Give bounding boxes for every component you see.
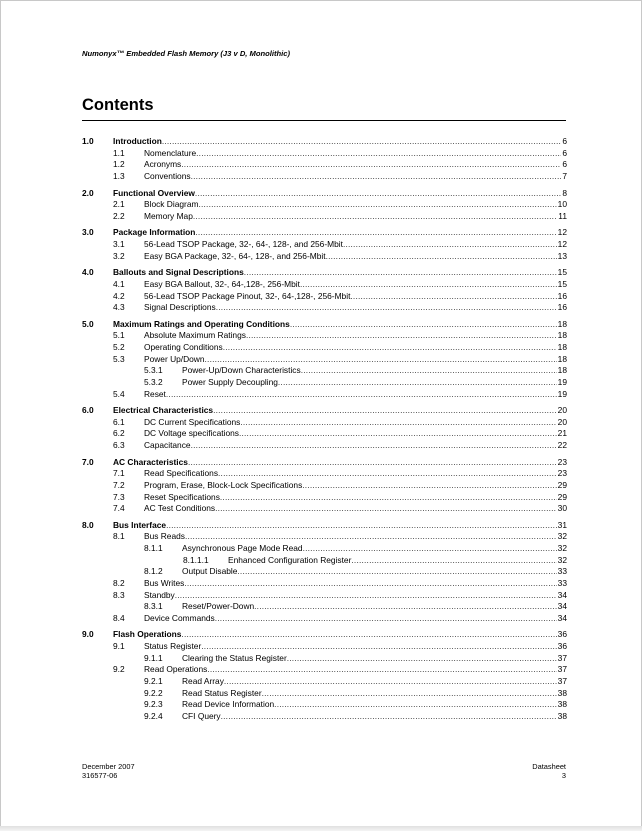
toc-section-title: Ballouts and Signal Descriptions bbox=[113, 267, 244, 278]
toc-dot-leader bbox=[166, 520, 557, 532]
toc-title-line bbox=[182, 377, 567, 389]
toc-section-title: Asynchronous Page Mode Read bbox=[182, 543, 303, 553]
toc-section-number: 7.3 bbox=[113, 491, 125, 502]
toc-section-title: Capacitance bbox=[144, 440, 191, 450]
toc-title-line bbox=[144, 330, 567, 342]
footer-doc-number: 316577-06 bbox=[82, 771, 118, 780]
footer-left bbox=[82, 762, 135, 780]
toc-entry[interactable] bbox=[82, 520, 567, 532]
toc-section-number: 9.2.2 bbox=[144, 687, 163, 698]
toc-title-line bbox=[113, 267, 567, 279]
toc-dot-leader bbox=[175, 590, 557, 602]
toc-section-number: 9.2.1 bbox=[144, 675, 163, 686]
toc-entry[interactable] bbox=[82, 279, 567, 291]
toc-title-line bbox=[113, 629, 567, 641]
toc-title-line bbox=[144, 354, 567, 366]
toc-title-line bbox=[144, 664, 567, 676]
toc-page-number: 36 bbox=[557, 641, 567, 651]
toc-page-number: 34 bbox=[557, 589, 567, 600]
toc-section-title: CFI Query bbox=[182, 710, 221, 721]
toc-entry[interactable] bbox=[82, 211, 567, 223]
footer-doc-type: Datasheet bbox=[532, 762, 566, 771]
toc-entry[interactable] bbox=[82, 480, 567, 492]
toc-title-line bbox=[144, 590, 567, 602]
toc-dot-leader bbox=[278, 377, 557, 389]
toc-title-line bbox=[144, 428, 567, 440]
toc-dot-leader bbox=[274, 699, 557, 711]
toc-section-title: Standby bbox=[144, 589, 175, 600]
toc-page-number: 20 bbox=[557, 416, 567, 427]
toc-dot-leader bbox=[246, 330, 557, 342]
toc-entry[interactable] bbox=[82, 227, 567, 239]
toc-section-number: 4.3 bbox=[113, 302, 125, 313]
toc-section-number: 7.2 bbox=[113, 479, 125, 490]
toc-page-number: 7 bbox=[562, 170, 567, 181]
toc-section-number: 8.2 bbox=[113, 577, 125, 588]
toc-section-title: Operating Conditions bbox=[144, 342, 223, 352]
toc-page-number: 12 bbox=[557, 227, 567, 238]
toc-section-number: 4.2 bbox=[113, 290, 125, 301]
toc-section-number: 3.2 bbox=[113, 250, 125, 261]
toc-section-title: Bus Reads bbox=[144, 531, 185, 542]
toc-section-number: 1.1 bbox=[113, 147, 125, 158]
toc-dot-leader bbox=[303, 543, 557, 555]
toc-dot-leader bbox=[196, 148, 561, 160]
toc-dot-leader bbox=[300, 279, 557, 291]
toc-entry[interactable] bbox=[82, 613, 567, 625]
toc-dot-leader bbox=[215, 613, 557, 625]
table-of-contents bbox=[82, 136, 567, 722]
toc-page-number: 15 bbox=[557, 267, 567, 278]
toc-dot-leader bbox=[201, 641, 556, 653]
toc-dot-leader bbox=[254, 601, 557, 613]
toc-page-number: 10 bbox=[557, 199, 567, 210]
toc-section-title: Read Array bbox=[182, 675, 224, 686]
toc-dot-leader bbox=[205, 354, 557, 366]
toc-title-line bbox=[144, 159, 567, 171]
footer-date: December 2007 bbox=[82, 762, 135, 771]
toc-section-title: Read Operations bbox=[144, 664, 208, 675]
toc-dot-leader bbox=[198, 199, 556, 211]
toc-title-line bbox=[144, 531, 567, 543]
toc-section-number: 5.2 bbox=[113, 342, 125, 352]
toc-section-title: Output Disable bbox=[182, 566, 238, 577]
toc-section-number: 1.2 bbox=[113, 159, 125, 170]
toc-section-number: 8.3.1 bbox=[144, 601, 163, 612]
toc-page-number: 8 bbox=[562, 187, 567, 198]
toc-entry[interactable] bbox=[82, 136, 567, 148]
toc-page-number: 23 bbox=[557, 468, 567, 479]
toc-page-number: 33 bbox=[557, 577, 567, 588]
toc-section-title: Block Diagram bbox=[144, 199, 199, 210]
toc-section-number: 4.1 bbox=[113, 278, 125, 289]
toc-section-number: 8.1 bbox=[113, 531, 125, 542]
toc-section-title: AC Test Conditions bbox=[144, 503, 216, 514]
toc-section-number: 2.2 bbox=[113, 210, 125, 221]
toc-section-title: 56-Lead TSOP Package Pinout, 32-, 64-,128-, 256-Mbit bbox=[144, 290, 351, 301]
toc-title-line bbox=[182, 365, 567, 377]
toc-entry[interactable] bbox=[82, 653, 567, 665]
toc-page-number: 34 bbox=[557, 612, 567, 623]
toc-entry[interactable] bbox=[82, 601, 567, 613]
toc-section-title: Bus Writes bbox=[144, 577, 185, 588]
toc-entry[interactable] bbox=[82, 543, 567, 555]
toc-entry[interactable] bbox=[82, 711, 567, 723]
toc-title-line bbox=[144, 342, 567, 354]
toc-entry[interactable] bbox=[82, 148, 567, 160]
toc-section-title: Memory Map bbox=[144, 210, 193, 221]
toc-entry[interactable] bbox=[82, 531, 567, 543]
toc-section-title: Enhanced Configuration Register bbox=[228, 554, 352, 565]
toc-page-number: 16 bbox=[557, 290, 567, 301]
toc-entry[interactable] bbox=[82, 354, 567, 366]
toc-entry[interactable] bbox=[82, 319, 567, 331]
toc-section-title: DC Voltage specifications bbox=[144, 428, 239, 439]
toc-entry[interactable] bbox=[82, 171, 567, 183]
toc-title-line bbox=[144, 148, 567, 160]
toc-section-title: Power-Up/Down Characteristics bbox=[182, 365, 301, 376]
toc-dot-leader bbox=[191, 440, 557, 452]
toc-title-line bbox=[182, 566, 567, 578]
toc-page-number: 6 bbox=[562, 147, 567, 158]
toc-entry[interactable] bbox=[82, 676, 567, 688]
toc-page-number: 32 bbox=[557, 543, 567, 553]
toc-title-line bbox=[113, 136, 567, 148]
toc-entry[interactable] bbox=[82, 555, 567, 567]
toc-dot-leader bbox=[166, 389, 557, 401]
toc-section-number: 6.2 bbox=[113, 428, 125, 439]
toc-entry[interactable] bbox=[82, 699, 567, 711]
toc-dot-leader bbox=[162, 136, 561, 148]
toc-section-number: 9.2 bbox=[113, 664, 125, 675]
toc-dot-leader bbox=[302, 480, 556, 492]
page-title: Contents bbox=[82, 96, 154, 114]
toc-section-title: Easy BGA Package, 32-, 64-, 128-, and 256-Mbit bbox=[144, 250, 326, 261]
toc-dot-leader bbox=[220, 492, 557, 504]
toc-section-title: Package Information bbox=[113, 227, 196, 238]
toc-dot-leader bbox=[351, 555, 556, 567]
toc-section-title: Bus Interface bbox=[113, 519, 167, 530]
toc-section-title: Functional Overview bbox=[113, 187, 195, 198]
toc-entry[interactable] bbox=[82, 159, 567, 171]
toc-page-number: 11 bbox=[558, 210, 567, 221]
toc-title-line bbox=[113, 457, 567, 469]
toc-section-title: Reset/Power-Down bbox=[182, 601, 255, 612]
toc-dot-leader bbox=[195, 227, 556, 239]
toc-section-title: Read Status Register bbox=[182, 687, 262, 698]
toc-dot-leader bbox=[184, 578, 556, 590]
toc-dot-leader bbox=[290, 319, 557, 331]
toc-entry[interactable] bbox=[82, 199, 567, 211]
toc-entry[interactable] bbox=[82, 457, 567, 469]
toc-dot-leader bbox=[287, 653, 557, 665]
toc-title-line bbox=[144, 492, 567, 504]
toc-dot-leader bbox=[244, 267, 557, 279]
toc-title-line bbox=[228, 555, 567, 567]
footer-page-number: 3 bbox=[561, 771, 566, 780]
toc-page-number: 19 bbox=[557, 388, 567, 399]
toc-title-line bbox=[144, 480, 567, 492]
toc-title-line bbox=[113, 319, 567, 331]
toc-section-title: Maximum Ratings and Operating Conditions bbox=[113, 318, 290, 329]
toc-section-title: Electrical Characteristics bbox=[113, 405, 214, 416]
toc-page-number: 32 bbox=[557, 554, 567, 565]
toc-dot-leader bbox=[195, 188, 561, 200]
toc-page-number: 38 bbox=[557, 699, 567, 710]
toc-title-line bbox=[144, 239, 567, 251]
toc-page-number: 38 bbox=[557, 687, 567, 698]
toc-section-number: 5.1 bbox=[113, 330, 125, 341]
toc-page-number: 18 bbox=[557, 330, 567, 341]
toc-section-number: 7.4 bbox=[113, 503, 125, 514]
toc-section-number: 3.1 bbox=[113, 239, 125, 249]
toc-title-line bbox=[144, 641, 567, 653]
toc-section-number: 8.0 bbox=[82, 519, 94, 530]
toc-dot-leader bbox=[181, 159, 561, 171]
toc-entry[interactable] bbox=[82, 251, 567, 263]
toc-page-number: 36 bbox=[557, 629, 567, 640]
toc-section-number: 5.3 bbox=[113, 353, 125, 364]
toc-section-title: Acronyms bbox=[144, 159, 182, 170]
toc-title-line bbox=[182, 711, 567, 723]
page-bottom-shadow bbox=[0, 826, 642, 831]
toc-entry[interactable] bbox=[82, 377, 567, 389]
toc-dot-leader bbox=[223, 342, 557, 354]
toc-title-line bbox=[113, 227, 567, 239]
toc-dot-leader bbox=[213, 405, 557, 417]
toc-title-line bbox=[113, 405, 567, 417]
toc-dot-leader bbox=[215, 503, 557, 515]
toc-dot-leader bbox=[350, 291, 556, 303]
toc-section-title: Reset bbox=[144, 388, 166, 399]
toc-dot-leader bbox=[218, 468, 557, 480]
toc-entry[interactable] bbox=[82, 492, 567, 504]
toc-entry[interactable] bbox=[82, 267, 567, 279]
toc-dot-leader bbox=[343, 239, 557, 251]
toc-section-number: 9.1 bbox=[113, 641, 125, 651]
toc-page-number: 23 bbox=[557, 456, 567, 467]
toc-page-number: 6 bbox=[562, 159, 567, 170]
toc-section-title: Easy BGA Ballout, 32-, 64-,128-, 256-Mbit bbox=[144, 278, 300, 289]
toc-page-number: 19 bbox=[557, 376, 567, 387]
toc-page-number: 37 bbox=[557, 664, 567, 675]
toc-section-title: Power Up/Down bbox=[144, 353, 205, 364]
toc-dot-leader bbox=[185, 531, 557, 543]
toc-section-number: 9.0 bbox=[82, 629, 94, 640]
toc-section-number: 6.3 bbox=[113, 440, 125, 450]
toc-dot-leader bbox=[207, 664, 556, 676]
toc-page-number: 18 bbox=[557, 365, 567, 376]
toc-section-number: 2.0 bbox=[82, 187, 94, 198]
toc-entry[interactable] bbox=[82, 389, 567, 401]
toc-entry[interactable] bbox=[82, 664, 567, 676]
toc-section-number: 8.1.1.1 bbox=[183, 554, 209, 565]
toc-entry[interactable] bbox=[82, 302, 567, 314]
toc-entry[interactable] bbox=[82, 428, 567, 440]
toc-dot-leader bbox=[262, 688, 557, 700]
toc-entry[interactable] bbox=[82, 342, 567, 354]
toc-section-title: Program, Erase, Block-Lock Specifications bbox=[144, 479, 303, 490]
toc-section-number: 9.2.4 bbox=[144, 710, 163, 721]
toc-page-number: 29 bbox=[557, 479, 567, 490]
toc-section-title: Introduction bbox=[113, 136, 162, 146]
toc-title-line bbox=[144, 468, 567, 480]
title-divider bbox=[82, 120, 566, 121]
toc-section-number: 8.1.2 bbox=[144, 566, 163, 577]
toc-page-number: 16 bbox=[557, 302, 567, 313]
toc-page-number: 34 bbox=[557, 601, 567, 612]
toc-entry[interactable] bbox=[82, 468, 567, 480]
toc-title-line bbox=[113, 520, 567, 532]
toc-title-line bbox=[144, 199, 567, 211]
toc-section-title: 56-Lead TSOP Package, 32-, 64-, 128-, and 256-Mbit bbox=[144, 239, 343, 249]
toc-page-number: 29 bbox=[557, 491, 567, 502]
toc-title-line bbox=[144, 389, 567, 401]
toc-section-number: 7.0 bbox=[82, 456, 94, 467]
toc-entry[interactable] bbox=[82, 330, 567, 342]
toc-section-number: 5.3.1 bbox=[144, 365, 163, 376]
toc-section-number: 2.1 bbox=[113, 199, 125, 210]
toc-section-title: Read Device Information bbox=[182, 699, 275, 710]
toc-title-line bbox=[182, 601, 567, 613]
toc-section-title: Absolute Maximum Ratings bbox=[144, 330, 246, 341]
toc-page-number: 20 bbox=[557, 405, 567, 416]
toc-title-line bbox=[182, 543, 567, 555]
toc-section-number: 5.3.2 bbox=[144, 376, 163, 387]
toc-entry[interactable] bbox=[82, 405, 567, 417]
toc-dot-leader bbox=[221, 711, 557, 723]
toc-entry[interactable] bbox=[82, 365, 567, 377]
toc-entry[interactable] bbox=[82, 188, 567, 200]
toc-section-number: 1.3 bbox=[113, 170, 125, 181]
toc-title-line bbox=[182, 688, 567, 700]
toc-section-title: Device Commands bbox=[144, 612, 215, 623]
toc-section-title: Flash Operations bbox=[113, 629, 182, 640]
toc-dot-leader bbox=[301, 365, 557, 377]
toc-entry[interactable] bbox=[82, 578, 567, 590]
toc-page-number: 22 bbox=[557, 440, 567, 450]
toc-page-number: 30 bbox=[557, 503, 567, 514]
toc-section-number: 9.1.1 bbox=[144, 652, 163, 663]
toc-title-line bbox=[144, 613, 567, 625]
toc-entry[interactable] bbox=[82, 440, 567, 452]
toc-entry[interactable] bbox=[82, 590, 567, 602]
toc-section-number: 7.1 bbox=[113, 468, 125, 479]
toc-page-number: 15 bbox=[557, 278, 567, 289]
toc-entry[interactable] bbox=[82, 688, 567, 700]
toc-entry[interactable] bbox=[82, 291, 567, 303]
toc-title-line bbox=[182, 653, 567, 665]
toc-section-number: 8.3 bbox=[113, 589, 125, 600]
toc-page-number: 18 bbox=[557, 318, 567, 329]
toc-page-number: 18 bbox=[557, 342, 567, 352]
toc-title-line bbox=[144, 302, 567, 314]
toc-title-line bbox=[144, 279, 567, 291]
toc-title-line bbox=[144, 503, 567, 515]
toc-section-title: Conventions bbox=[144, 170, 191, 181]
toc-page-number: 37 bbox=[557, 675, 567, 686]
toc-section-number: 9.2.3 bbox=[144, 699, 163, 710]
toc-title-line bbox=[144, 211, 567, 223]
toc-dot-leader bbox=[216, 302, 557, 314]
toc-title-line bbox=[144, 417, 567, 429]
toc-page-number: 6 bbox=[562, 136, 567, 146]
toc-dot-leader bbox=[237, 566, 556, 578]
toc-dot-leader bbox=[181, 629, 556, 641]
toc-entry[interactable] bbox=[82, 417, 567, 429]
toc-title-line bbox=[144, 291, 567, 303]
toc-section-number: 8.1.1 bbox=[144, 543, 163, 553]
toc-section-title: Power Supply Decoupling bbox=[182, 376, 278, 387]
toc-title-line bbox=[144, 251, 567, 263]
footer-right bbox=[532, 762, 566, 780]
toc-section-title: DC Current Specifications bbox=[144, 416, 241, 427]
toc-dot-leader bbox=[239, 428, 557, 440]
toc-entry[interactable] bbox=[82, 641, 567, 653]
toc-entry[interactable] bbox=[82, 503, 567, 515]
toc-page-number: 33 bbox=[557, 566, 567, 577]
toc-page-number: 32 bbox=[557, 531, 567, 542]
toc-dot-leader bbox=[326, 251, 557, 263]
toc-page-number: 38 bbox=[557, 710, 567, 721]
toc-section-number: 4.0 bbox=[82, 267, 94, 278]
toc-page-number: 18 bbox=[557, 353, 567, 364]
toc-section-number: 6.1 bbox=[113, 416, 125, 427]
toc-title-line bbox=[182, 676, 567, 688]
toc-section-number: 8.4 bbox=[113, 612, 125, 623]
toc-page-number: 37 bbox=[557, 652, 567, 663]
toc-entry[interactable] bbox=[82, 239, 567, 251]
toc-section-title: Clearing the Status Register bbox=[182, 652, 287, 663]
toc-section-number: 5.4 bbox=[113, 388, 125, 399]
toc-title-line bbox=[144, 578, 567, 590]
toc-section-number: 3.0 bbox=[82, 227, 94, 238]
toc-title-line bbox=[144, 440, 567, 452]
toc-section-title: Read Specifications bbox=[144, 468, 219, 479]
toc-entry[interactable] bbox=[82, 629, 567, 641]
toc-title-line bbox=[144, 171, 567, 183]
toc-dot-leader bbox=[193, 211, 557, 223]
toc-section-number: 6.0 bbox=[82, 405, 94, 416]
toc-section-title: Nomenclature bbox=[144, 147, 197, 158]
toc-section-title: AC Characteristics bbox=[113, 456, 188, 467]
toc-page-number: 13 bbox=[557, 250, 567, 261]
toc-entry[interactable] bbox=[82, 566, 567, 578]
toc-section-number: 1.0 bbox=[82, 136, 94, 146]
toc-page-number: 21 bbox=[557, 428, 567, 439]
toc-section-title: Reset Specifications bbox=[144, 491, 220, 502]
toc-dot-leader bbox=[240, 417, 556, 429]
toc-section-number: 5.0 bbox=[82, 318, 94, 329]
toc-section-title: Status Register bbox=[144, 641, 202, 651]
toc-dot-leader bbox=[188, 457, 557, 469]
toc-section-title: Signal Descriptions bbox=[144, 302, 216, 313]
toc-title-line bbox=[182, 699, 567, 711]
toc-dot-leader bbox=[191, 171, 562, 183]
running-header: Numonyx™ Embedded Flash Memory (J3 v D, Monolithic) bbox=[82, 49, 291, 58]
toc-dot-leader bbox=[224, 676, 557, 688]
toc-page-number: 31 bbox=[557, 519, 567, 530]
toc-title-line bbox=[113, 188, 567, 200]
toc-page-number: 12 bbox=[557, 239, 567, 249]
